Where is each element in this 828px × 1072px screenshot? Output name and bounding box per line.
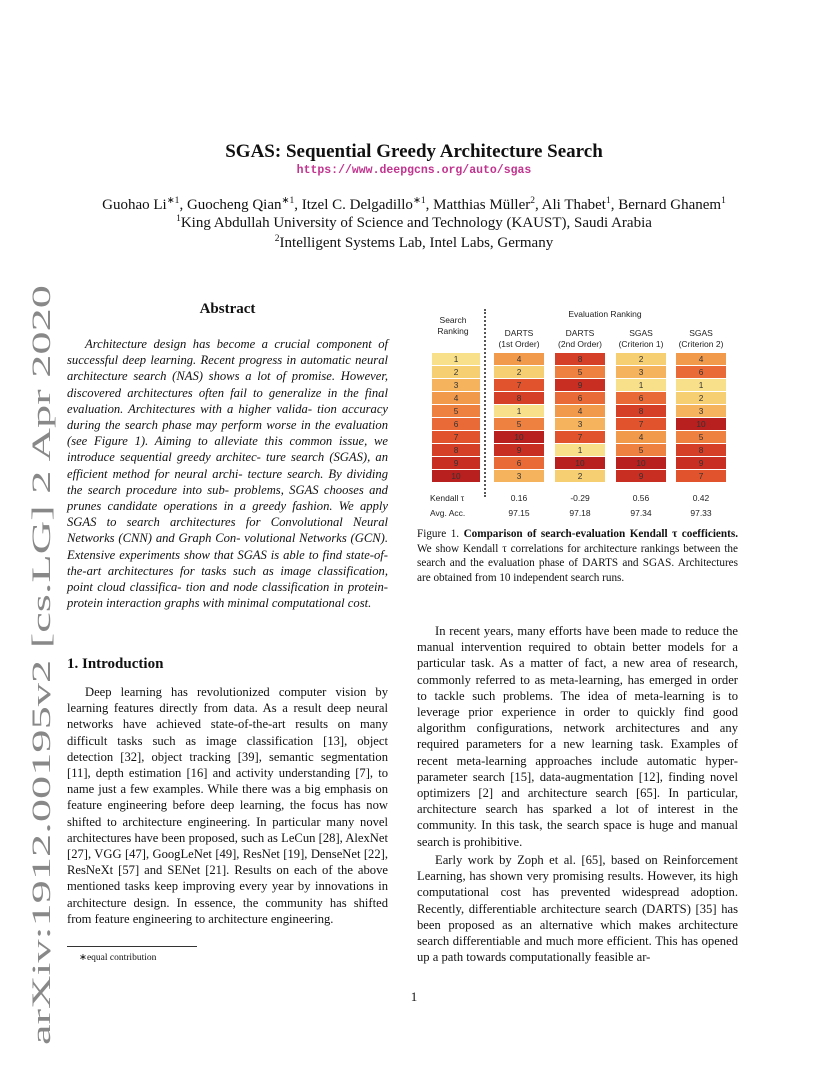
eval-rank-cell: 1 xyxy=(555,444,605,456)
eval-rank-cell: 2 xyxy=(555,470,605,482)
eval-rank-cell: 3 xyxy=(616,366,666,378)
author: Itzel C. Delgadillo$^{∗1}$, xyxy=(301,196,434,213)
eval-rank-cell: 1 xyxy=(494,405,544,417)
eval-rank-cell: 4 xyxy=(494,353,544,365)
search-rank-cell: 7 xyxy=(432,431,480,443)
author: Guocheng Qian$^{∗1}$, xyxy=(186,196,302,213)
author: Matthias Müller$^2$, xyxy=(433,196,542,213)
eval-rank-cell: 10 xyxy=(555,457,605,469)
right-paragraph-2: Early work by Zoph et al. [65], based on Reinforcement Learning, has shown very promising results. However, its high computational cost has prevented widespread adoption. Recently, differentiable architecture search (DARTS) [35] has been proposed as an alternative which makes architecture search differentiable and much more efficient. This has opened up a path towards computationally feasible ar- xyxy=(417,853,738,965)
eval-rank-cell: 8 xyxy=(616,405,666,417)
eval-rank-cell: 7 xyxy=(616,418,666,430)
column-header: DARTS (1st Order) xyxy=(498,328,540,349)
eval-rank-cell: 10 xyxy=(676,418,726,430)
eval-rank-cell: 3 xyxy=(555,418,605,430)
figure-caption: Figure 1. Comparison of search-evaluation Kendall τ coefficients. We show Kendall τ correlations for architecture rankings between the search and the evaluation phase of DARTS and SGAS. Architectures are obtained from 10 independent search runs. xyxy=(417,528,738,584)
eval-rank-cell: 4 xyxy=(555,405,605,417)
accuracy-label: Avg. Acc. xyxy=(430,508,466,518)
kendall-value: 0.42 xyxy=(692,493,710,503)
evaluation-ranking-label: Evaluation Ranking xyxy=(568,309,642,319)
accuracy-value: 97.15 xyxy=(508,508,530,518)
eval-rank-cell: 6 xyxy=(616,392,666,404)
search-rank-cell: 4 xyxy=(432,392,480,404)
eval-rank-cell: 8 xyxy=(676,444,726,456)
footnote: ∗equal contribution xyxy=(79,953,157,963)
author: Guohao $Li^{∗1}$, xyxy=(102,196,187,213)
eval-rank-cell: 3 xyxy=(494,470,544,482)
eval-rank-cell: 7 xyxy=(555,431,605,443)
eval-rank-cell: 5 xyxy=(676,431,726,443)
kendall-value: -0.29 xyxy=(570,493,590,503)
eval-rank-cell: 8 xyxy=(494,392,544,404)
eval-rank-cell: 10 xyxy=(616,457,666,469)
search-rank-cell: 5 xyxy=(432,405,480,417)
abstract-heading: Abstract xyxy=(199,301,256,317)
eval-rank-cell: 6 xyxy=(494,457,544,469)
eval-rank-cell: 5 xyxy=(555,366,605,378)
eval-rank-cell: 4 xyxy=(676,353,726,365)
eval-rank-cell: 1 xyxy=(676,379,726,391)
eval-rank-cell: 2 xyxy=(616,353,666,365)
search-rank-cell: 3 xyxy=(432,379,480,391)
abstract-body: Architecture design has become a crucial component of successful deep learning. Recent progress in automatic neural architecture search (NAS) shows a lot of promise. However, discovered architectures often fail to generalize in the final evaluation. Architectures with a higher valida- tion accuracy during the search phase may perform worse in the evaluation (see Figure 1). Aiming to alleviate this common issue, we introduce sequential greedy architec- ture search (SGAS), an efficient method for neural archi- tecture search. By dividing the search procedure into sub- problems, SGAS chooses and prunes candidate operations in a greedy fashion. We apply SGAS to search architectures for Convolutional Neural Networks (CNN) and Graph Con- volutional Networks (GCN). Extensive experiments show that SGAS is able to find state-of-the-art architectures for tasks such as image classification, point cloud classifica- tion and node classification in protein-protein interaction graphs with minimal computational cost. xyxy=(67,337,389,611)
eval-rank-cell: 6 xyxy=(555,392,605,404)
intro-heading: 1. Introduction xyxy=(67,656,164,672)
eval-rank-cell: 5 xyxy=(616,444,666,456)
eval-rank-cell: 7 xyxy=(494,379,544,391)
eval-rank-cell: 10 xyxy=(494,431,544,443)
eval-rank-cell: 3 xyxy=(676,405,726,417)
eval-rank-cell: 1 xyxy=(616,379,666,391)
author-list xyxy=(0,195,828,215)
figure-1 xyxy=(420,306,740,521)
accuracy-value: 97.18 xyxy=(569,508,591,518)
column-header: DARTS (2nd Order) xyxy=(558,328,602,349)
eval-rank-cell: 2 xyxy=(494,366,544,378)
search-rank-cell: 1 xyxy=(432,353,480,365)
author: Bernard Ghanem$^1$ xyxy=(618,196,726,213)
eval-rank-cell: 6 xyxy=(676,366,726,378)
accuracy-value: 97.34 xyxy=(630,508,652,518)
search-rank-cell: 2 xyxy=(432,366,480,378)
eval-rank-cell: 2 xyxy=(676,392,726,404)
eval-rank-cell: 7 xyxy=(676,470,726,482)
search-rank-cell: 9 xyxy=(432,457,480,469)
column-header: SGAS (Criterion 2) xyxy=(678,328,724,349)
paper-title: SGAS: Sequential Greedy Architecture Search xyxy=(225,141,603,162)
eval-rank-cell: 8 xyxy=(555,353,605,365)
eval-rank-cell: 9 xyxy=(676,457,726,469)
arxiv-stamp xyxy=(6,290,66,1045)
accuracy-value: 97.33 xyxy=(690,508,712,518)
eval-rank-cell: 9 xyxy=(494,444,544,456)
search-ranking-label: Search Ranking xyxy=(437,315,469,336)
right-paragraph-1: In recent years, many efforts have been made to reduce the manual intervention required to obtain better models for a particular task. As a matter of fact, a new area of research, commonly referred to as meta-learning, has emerged in order to tackle such problems. The idea of meta-learning is to leverage prior experience in order to quickly find good algorithm configurations, network architectures and any required parameters for a new learning task. Examples of recent meta-learning approaches include automatic hyper-parameter search [15], data-augmentation [12], finding novel optimizers [2] and architecture search [65]. In particular, architecture search has sparked a lot of interest in the community. In this task, the search space is huge and manual search is prohibitive. xyxy=(417,624,738,849)
page-number: 1 xyxy=(410,989,418,1004)
eval-rank-cell: 4 xyxy=(616,431,666,443)
kendall-value: 0.16 xyxy=(510,493,528,503)
search-rank-cell: 6 xyxy=(432,418,480,430)
affiliation-2: $^2$Intelligent Systems Lab, Intel Labs, Germany xyxy=(274,234,554,251)
eval-rank-cell: 9 xyxy=(616,470,666,482)
intro-paragraph: Deep learning has revolutionized computer vision by learning features directly from data. As a result deep neural networks have achieved state-of-the-art results on many difficult tasks such as image classification [13], object detection [32], object tracking [39], semantic segmentation [11], depth estimation [16] and activity understanding [7], to name just a few examples. While there was a big emphasis on feature engineering before deep learning, the focus has now shifted to architecture engineering. In particular many novel architectures have been proposed, such as LeCun [28], AlexNet [27], VGG [47], GoogLeNet [49], ResNet [19], DenseNet [22], ResNeXt [57] and SENet [21]. Results on each of the above mentioned tasks keep improving every year by innovations in architecture design. In essence, the community has shifted from feature engineering to architecture engineering. xyxy=(67,685,388,926)
arxiv-stamp-text: arXiv:1912.00195v2 [cs.LG] 2 Apr 2020 xyxy=(27,618,56,1045)
eval-rank-cell: 9 xyxy=(555,379,605,391)
author: Ali Thabet$^1$, xyxy=(541,196,619,213)
eval-rank-cell: 5 xyxy=(494,418,544,430)
search-rank-cell: 10 xyxy=(432,470,480,482)
project-url[interactable]: https://www.deepgcns.org/auto/sgas xyxy=(296,164,532,177)
search-rank-cell: 8 xyxy=(432,444,480,456)
affiliation-1: $^1$King Abdullah University of Science and Technology (KAUST), Saudi Arabia xyxy=(176,214,652,231)
kendall-value: 0.56 xyxy=(632,493,650,503)
column-header: SGAS (Criterion 1) xyxy=(618,328,664,349)
kendall-label: Kendall τ xyxy=(430,493,465,503)
footnote-divider xyxy=(67,946,197,947)
